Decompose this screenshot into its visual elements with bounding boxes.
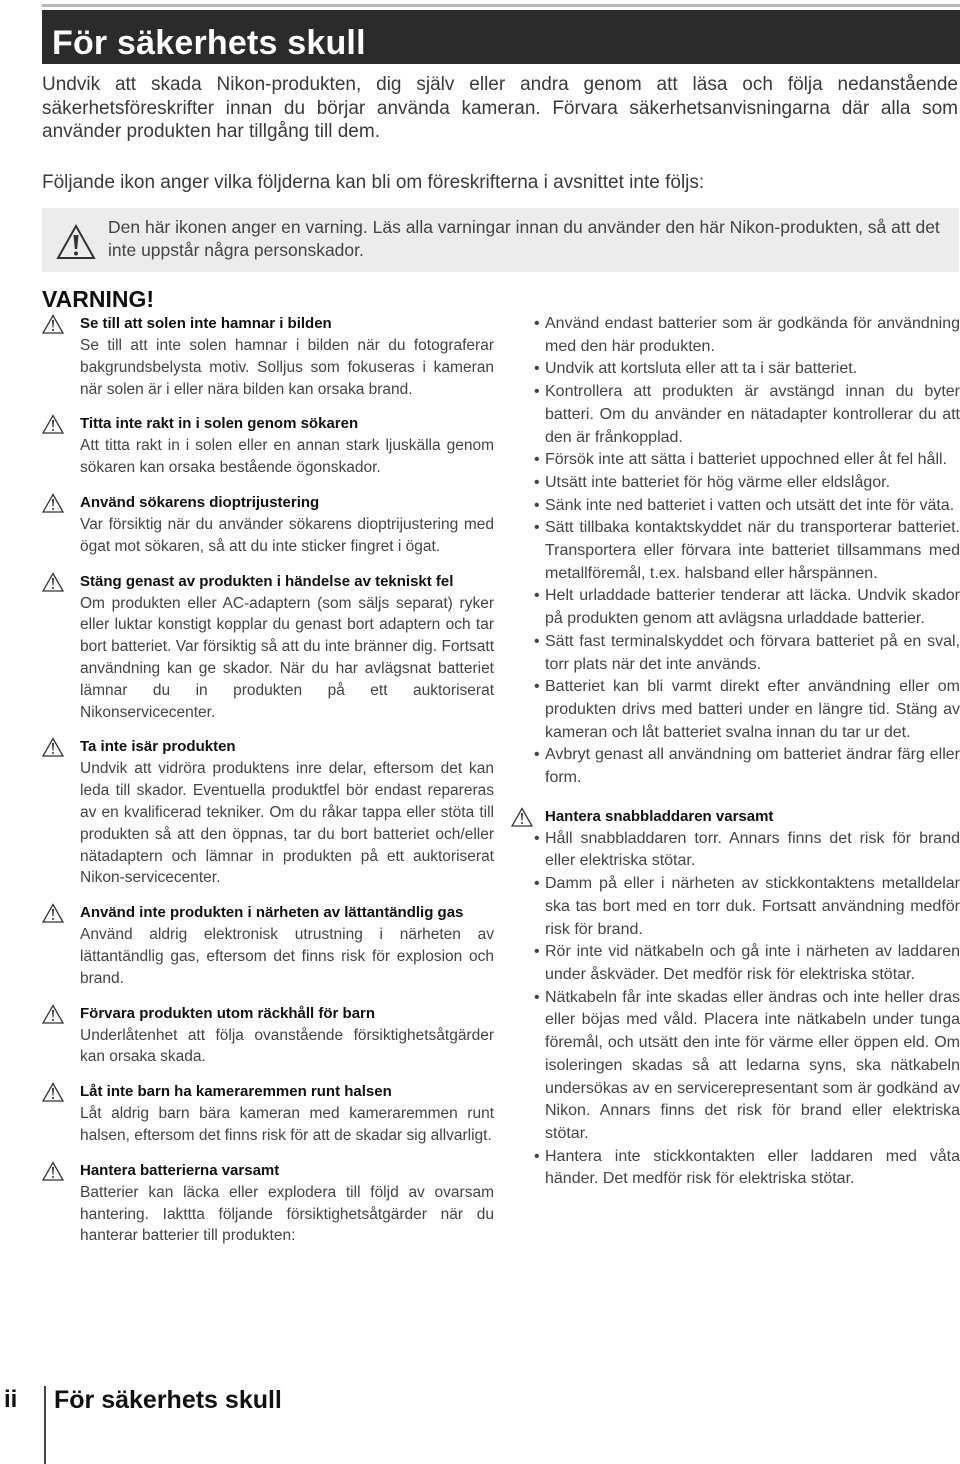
warning-triangle-icon [42, 1082, 64, 1102]
list-item: • Undvik att kortsluta eller att ta i sär batteriet. [534, 358, 960, 381]
section-title: Se till att solen inte hamnar i bilden [80, 315, 332, 332]
section-body: Batterier kan läcka eller explodera till följd av ovarsam hantering. Iakttta följande försiktighetsåtgärder när du hanterar batterier till produkten: [80, 1183, 494, 1245]
section-body: Underlåtenhet att följa ovanstående försiktighetsåtgärder kan orsaka skada. [80, 1026, 494, 1066]
list-item: • Rör inte vid nätkabeln och gå inte i närheten av laddaren under åskväder. Det medför risk för elektriska stötar. [534, 941, 960, 986]
warning-triangle-icon [42, 493, 64, 513]
section-title: Titta inte rakt in i solen genom sökaren [80, 415, 359, 433]
section-body: Var försiktig när du använder sökarens dioptrijustering med ögat mot sökaren, så att du inte sticker fingret i ögat. [80, 515, 494, 555]
page-title: För säkerhets skull [52, 24, 366, 62]
warning-triangle-icon [42, 414, 64, 434]
section-title: Använd sökarens dioptrijustering [80, 493, 320, 511]
list-item: • Batteriet kan bli varmt direkt efter användning eller om produkten drivs med batteri under en längre tid. Stäng av kameran och låt batteriet svalna innan du tar ur det. [534, 676, 960, 744]
warning-section [42, 571, 494, 724]
right-column [534, 313, 960, 1191]
list-item: • Sätt fast terminalskyddet och förvara batteriet på en sval, torr plats när det inte används. [534, 631, 960, 676]
charger-section [534, 806, 960, 1191]
section-title: Hantera snabbladdaren varsamt [545, 807, 774, 825]
section-body: Se till att inte solen hamnar i bilden när du fotograferar bakgrundsbelysta motiv. Solljus som fokuseras i kameran när solen är i eller nära bilden kan orsaka brand. [80, 337, 494, 398]
section-title: Använd inte produkten i närheten av lättantändlig gas [80, 904, 464, 922]
list-item: • Nätkabeln får inte skadas eller ändras och inte heller dras eller böjas med våld. Placera inte nätkabeln under tunga föremål, och utsätt den inte för värme eller öppen eld. Om isoleringen skadas så att ledarna syns, ska nätkabeln undersökas av en servicerepresentant som är godkänd av Nikon. Annars finns det risk för brand eller elektriska stötar. [534, 987, 960, 1146]
top-rule [42, 4, 960, 7]
footer-title: För säkerhets skull [54, 1386, 282, 1414]
warning-section [42, 1160, 494, 1247]
list-item: • Försök inte att sätta i batteriet uppochned eller åt fel håll. [534, 449, 960, 472]
list-item: • Håll snabbladdaren torr. Annars finns det risk för brand eller elektriska stötar. [534, 828, 960, 873]
list-item: • Helt urladdade batterier tenderar att läcka. Undvik skador på produkten genom att avlägsna urladdade batterier. [534, 585, 960, 630]
title-bar [42, 10, 960, 64]
section-title: Stäng genast av produkten i händelse av tekniskt fel [80, 572, 454, 590]
section-title: Förvara produkten utom räckhåll för barn [80, 1004, 376, 1022]
warning-triangle-icon [511, 807, 533, 827]
warning-section [42, 492, 494, 558]
list-item: • Damm på eller i närheten av stickkontaktens metalldelar ska tas bort med en torr duk. Fortsatt användning medför risk för brand. [534, 873, 960, 941]
list-item: • Sänk inte ned batteriet i vatten och utsätt det inte för väta. [534, 495, 960, 518]
section-body: Att titta rakt in i solen eller en annan stark ljuskälla genom sökaren kan orsaka bestående ögonskador. [80, 437, 494, 477]
warning-section [42, 313, 494, 400]
warning-triangle-icon [42, 1161, 64, 1181]
section-body: Undvik att vidröra produktens inre delar, eftersom det kan leda till skador. Eventuella produktfel bör endast repareras av en kvalificerad tekniker. Om du råkar tappa eller stöta till produkten så att den öppnas, tar du bort batteriet och/eller nätadaptern och lämnar in produkten på ett auktoriserat Nikon-servicecenter. [80, 760, 494, 887]
warning-heading: VARNING! [42, 286, 155, 312]
footer-divider [44, 1386, 46, 1464]
list-item: • Använd endast batterier som är godkända för användning med den här produkten. [534, 313, 960, 358]
warning-section [42, 1081, 494, 1147]
section-title: Hantera batterierna varsamt [80, 1161, 280, 1179]
legend-text: Den här ikonen anger en varning. Läs alla varningar innan du använder den här Nikon-produkten, så att det inte uppstår några personskador. [108, 217, 940, 260]
warning-triangle-icon [56, 224, 96, 260]
list-item: • Hantera inte stickkontakten eller laddaren med våta händer. Det medför risk för elektriska stötar. [534, 1146, 960, 1191]
list-item: • Avbryt genast all användning om batteriet ändrar färg eller form. [534, 744, 960, 789]
list-item: • Kontrollera att produkten är avstängd innan du byter batteri. Om du använder en nätadapter kontrollerar du att den är frånkopplad. [534, 381, 960, 449]
legend-box [42, 208, 959, 272]
warning-triangle-icon [42, 1004, 64, 1024]
icon-note: Följande ikon anger vilka följderna kan bli om föreskrifterna i avsnittet inte följs: [42, 172, 705, 193]
warning-triangle-icon [42, 314, 64, 334]
warning-triangle-icon [42, 903, 64, 923]
section-body: Använd aldrig elektronisk utrustning i närheten av lättantändlig gas, eftersom det finns risk för explosion och brand. [80, 926, 494, 987]
warning-section [42, 902, 494, 989]
warning-section [42, 413, 494, 479]
section-body: Om produkten eller AC-adaptern (som säljs separat) ryker eller luktar konstigt kopplar du genast bort adaptern och tar bort batteriet. Var försiktig så att du inte bränner dig. Fortsatt användning kan ge skador. När du har avlägsnat batteriet lämnar du in produkten på ett auktoriserat Nikonservicecenter. [80, 594, 494, 721]
intro-paragraph: Undvik att skada Nikon-produkten, dig själv eller andra genom att läsa och följa nedanstående säkerhetsföreskrifter innan du börjar använda kameran. Förvara säkerhetsanvisningarna där alla som använder produkten har tillgång till dem. [42, 74, 958, 142]
battery-bullet-list [534, 313, 960, 790]
section-title: Ta inte isär produkten [80, 738, 236, 756]
warning-triangle-icon [42, 737, 64, 757]
warning-triangle-icon [42, 572, 64, 592]
section-title: Låt inte barn ha kameraremmen runt halsen [80, 1083, 392, 1101]
warning-section [42, 736, 494, 889]
list-item: • Sätt tillbaka kontaktskyddet när du transporterar batteriet. Transportera eller förvara inte batteriet tillsammans med metallföremål, t.ex. halsband eller hårspännen. [534, 517, 960, 585]
left-column [42, 313, 494, 1247]
charger-bullet-list [534, 828, 960, 1191]
list-item: • Utsätt inte batteriet för hög värme eller eldslågor. [534, 472, 960, 495]
warning-section [42, 1003, 494, 1069]
page-number: ii [4, 1386, 18, 1413]
section-body: Låt aldrig barn bära kameran med kameraremmen runt halsen, eftersom det finns risk för att de skadar sig allvarligt. [80, 1105, 494, 1144]
